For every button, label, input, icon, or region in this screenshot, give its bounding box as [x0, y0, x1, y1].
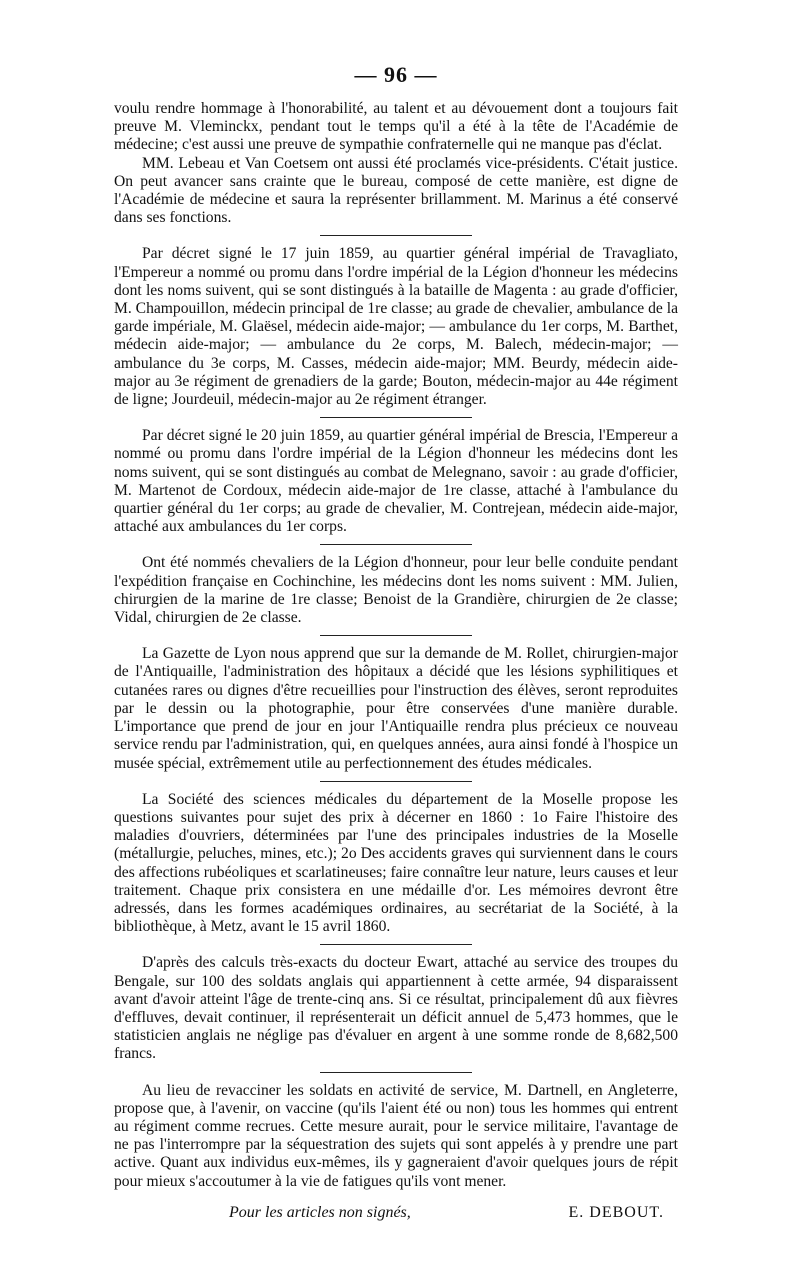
paragraph-vice-presidents: MM. Lebeau et Van Coetsem ont aussi été proclamés vice-présidents. C'était justice. On peut avancer sans crainte que le bureau, composé de cette manière, est digne de l'Académie de médecine et saura la représenter brillamment. M. Marinus a été conservé dans ses fonctions.: [114, 154, 678, 227]
section-separator: [320, 544, 472, 545]
signature-author: E. DEBOUT.: [568, 1203, 664, 1221]
paragraph-vleminckx: voulu rendre hommage à l'honorabilité, au talent et au dévouement dont a toujours fait preuve M. Vleminckx, pendant tout le temps qu'il a été à la tête de l'Académie de médecine; c'est aussi une preuve de sympathie confraternelle qui ne manque pas d'éclat.: [114, 100, 678, 154]
section-separator: [320, 781, 472, 782]
paragraph-cochinchine: Ont été nommés chevaliers de la Légion d'honneur, pour leur belle conduite pendant l'expédition française en Cochinchine, les médecins dont les noms suivent : MM. Julien, chirurgien de la marine de 1re classe; Benoist de la Grandière, chirurgien de 2e classe; Vidal, chirurgien de 2e classe.: [114, 554, 678, 627]
section-separator: [320, 417, 472, 418]
signature-note: Pour les articles non signés,: [229, 1203, 411, 1221]
page-number: — 96 —: [354, 62, 438, 87]
section-separator: [320, 1072, 472, 1073]
section-separator: [320, 235, 472, 236]
paragraph-societe-moselle: La Société des sciences médicales du département de la Moselle propose les questions suivantes pour sujet des prix à décerner en 1860 : 1o Faire l'histoire des maladies d'ouvriers, déterminées par l'une des principales industries de la Moselle (métallurgie, peluches, mines, etc.); 2o Des accidents graves qui surviennent dans le cours des affections rubéoliques et scarlatineuses; faire connaître leur nature, leurs causes et leur traitement. Chaque prix consistera en une médaille d'or. Les mémoires devront être adressés, dans les formes académiques ordinaires, au secrétariat de la Société, à la bibliothèque, à Metz, avant le 15 avril 1860.: [114, 790, 678, 936]
section-separator: [320, 944, 472, 945]
paragraph-ewart-bengale: D'après des calculs très-exacts du docteur Ewart, attaché au service des troupes du Bengale, sur 100 des soldats anglais qui appartiennent à cette armée, 94 disparaissent avant d'avoir atteint l'âge de trente-cinq ans. Si ce résultat, principalement dû aux fièvres d'effluves, devait continuer, il représenterait un déficit annuel de 5,473 hommes, que le statisticien anglais ne néglige pas d'évaluer en argent à une somme ronde de 8,682,500 francs.: [114, 954, 678, 1063]
signature-line: [229, 1204, 664, 1222]
paragraph-gazette-lyon: La Gazette de Lyon nous apprend que sur la demande de M. Rollet, chirurgien-major de l'Antiquaille, l'administration des hôpitaux a décidé que les lésions syphilitiques et cutanées rares ou dignes d'être recueillies pour l'instruction des élèves, seront reproduites par le dessin ou la photographie, pour être conservées d'une manière durable. L'importance que prend de jour en jour l'Antiquaille rendra plus précieux ce nouveau service rendu par l'administration, qui, en quelques années, aura ainsi fondé à l'hospice un musée spécial, extrêmement utile au perfectionnement des études médicales.: [114, 645, 678, 772]
paragraph-decree-magenta: Par décret signé le 17 juin 1859, au quartier général impérial de Travagliato, l'Empereur a nommé ou promu dans l'ordre impérial de la Légion d'honneur les médecins dont les noms suivent, qui se sont distingués à la bataille de Magenta : au grade d'officier, M. Champouillon, médecin principal de 1re classe; au grade de chevalier, ambulance de la garde impériale, M. Glaësel, médecin aide-major; — ambulance du 1er corps, M. Barthet, médecin aide-major; — ambulance du 2e corps, M. Balech, médecin-major; — ambulance du 3e corps, M. Casses, médecin aide-major; MM. Beurdy, médecin aide-major au 3e régiment de grenadiers de la garde; Bouton, médecin-major au 44e régiment de ligne; Jourdeuil, médecin-major au 2e régiment étranger.: [114, 245, 678, 409]
paragraph-dartnell-vaccine: Au lieu de revacciner les soldats en activité de service, M. Dartnell, en Angleterre, propose que, à l'avenir, on vaccine (qu'ils l'aient été ou non) tous les hommes qui entrent au régiment comme recrues. Cette mesure aurait, pour le service militaire, l'avantage de ne pas l'interrompre par la séquestration des sujets qui sont appelés à y prendre une part active. Quant aux individus eux-mêmes, ils y gagneraient d'avoir quelques jours de répit pour mieux s'accoutumer à la vie de fatigues qu'ils vont mener.: [114, 1081, 678, 1190]
paragraph-decree-melegnano: Par décret signé le 20 juin 1859, au quartier général impérial de Brescia, l'Empereur a nommé ou promu dans l'ordre impérial de la Légion d'honneur les médecins dont les noms suivent, qui se sont distingués au combat de Melegnano, savoir : au grade d'officier, M. Martenot de Cordoux, médecin aide-major de 1re classe, attaché à l'ambulance du quartier général du 1er corps; au grade de chevalier, M. Contrejean, médecin aide-major, attaché aux ambulances du 1er corps.: [114, 427, 678, 536]
section-separator: [320, 635, 472, 636]
